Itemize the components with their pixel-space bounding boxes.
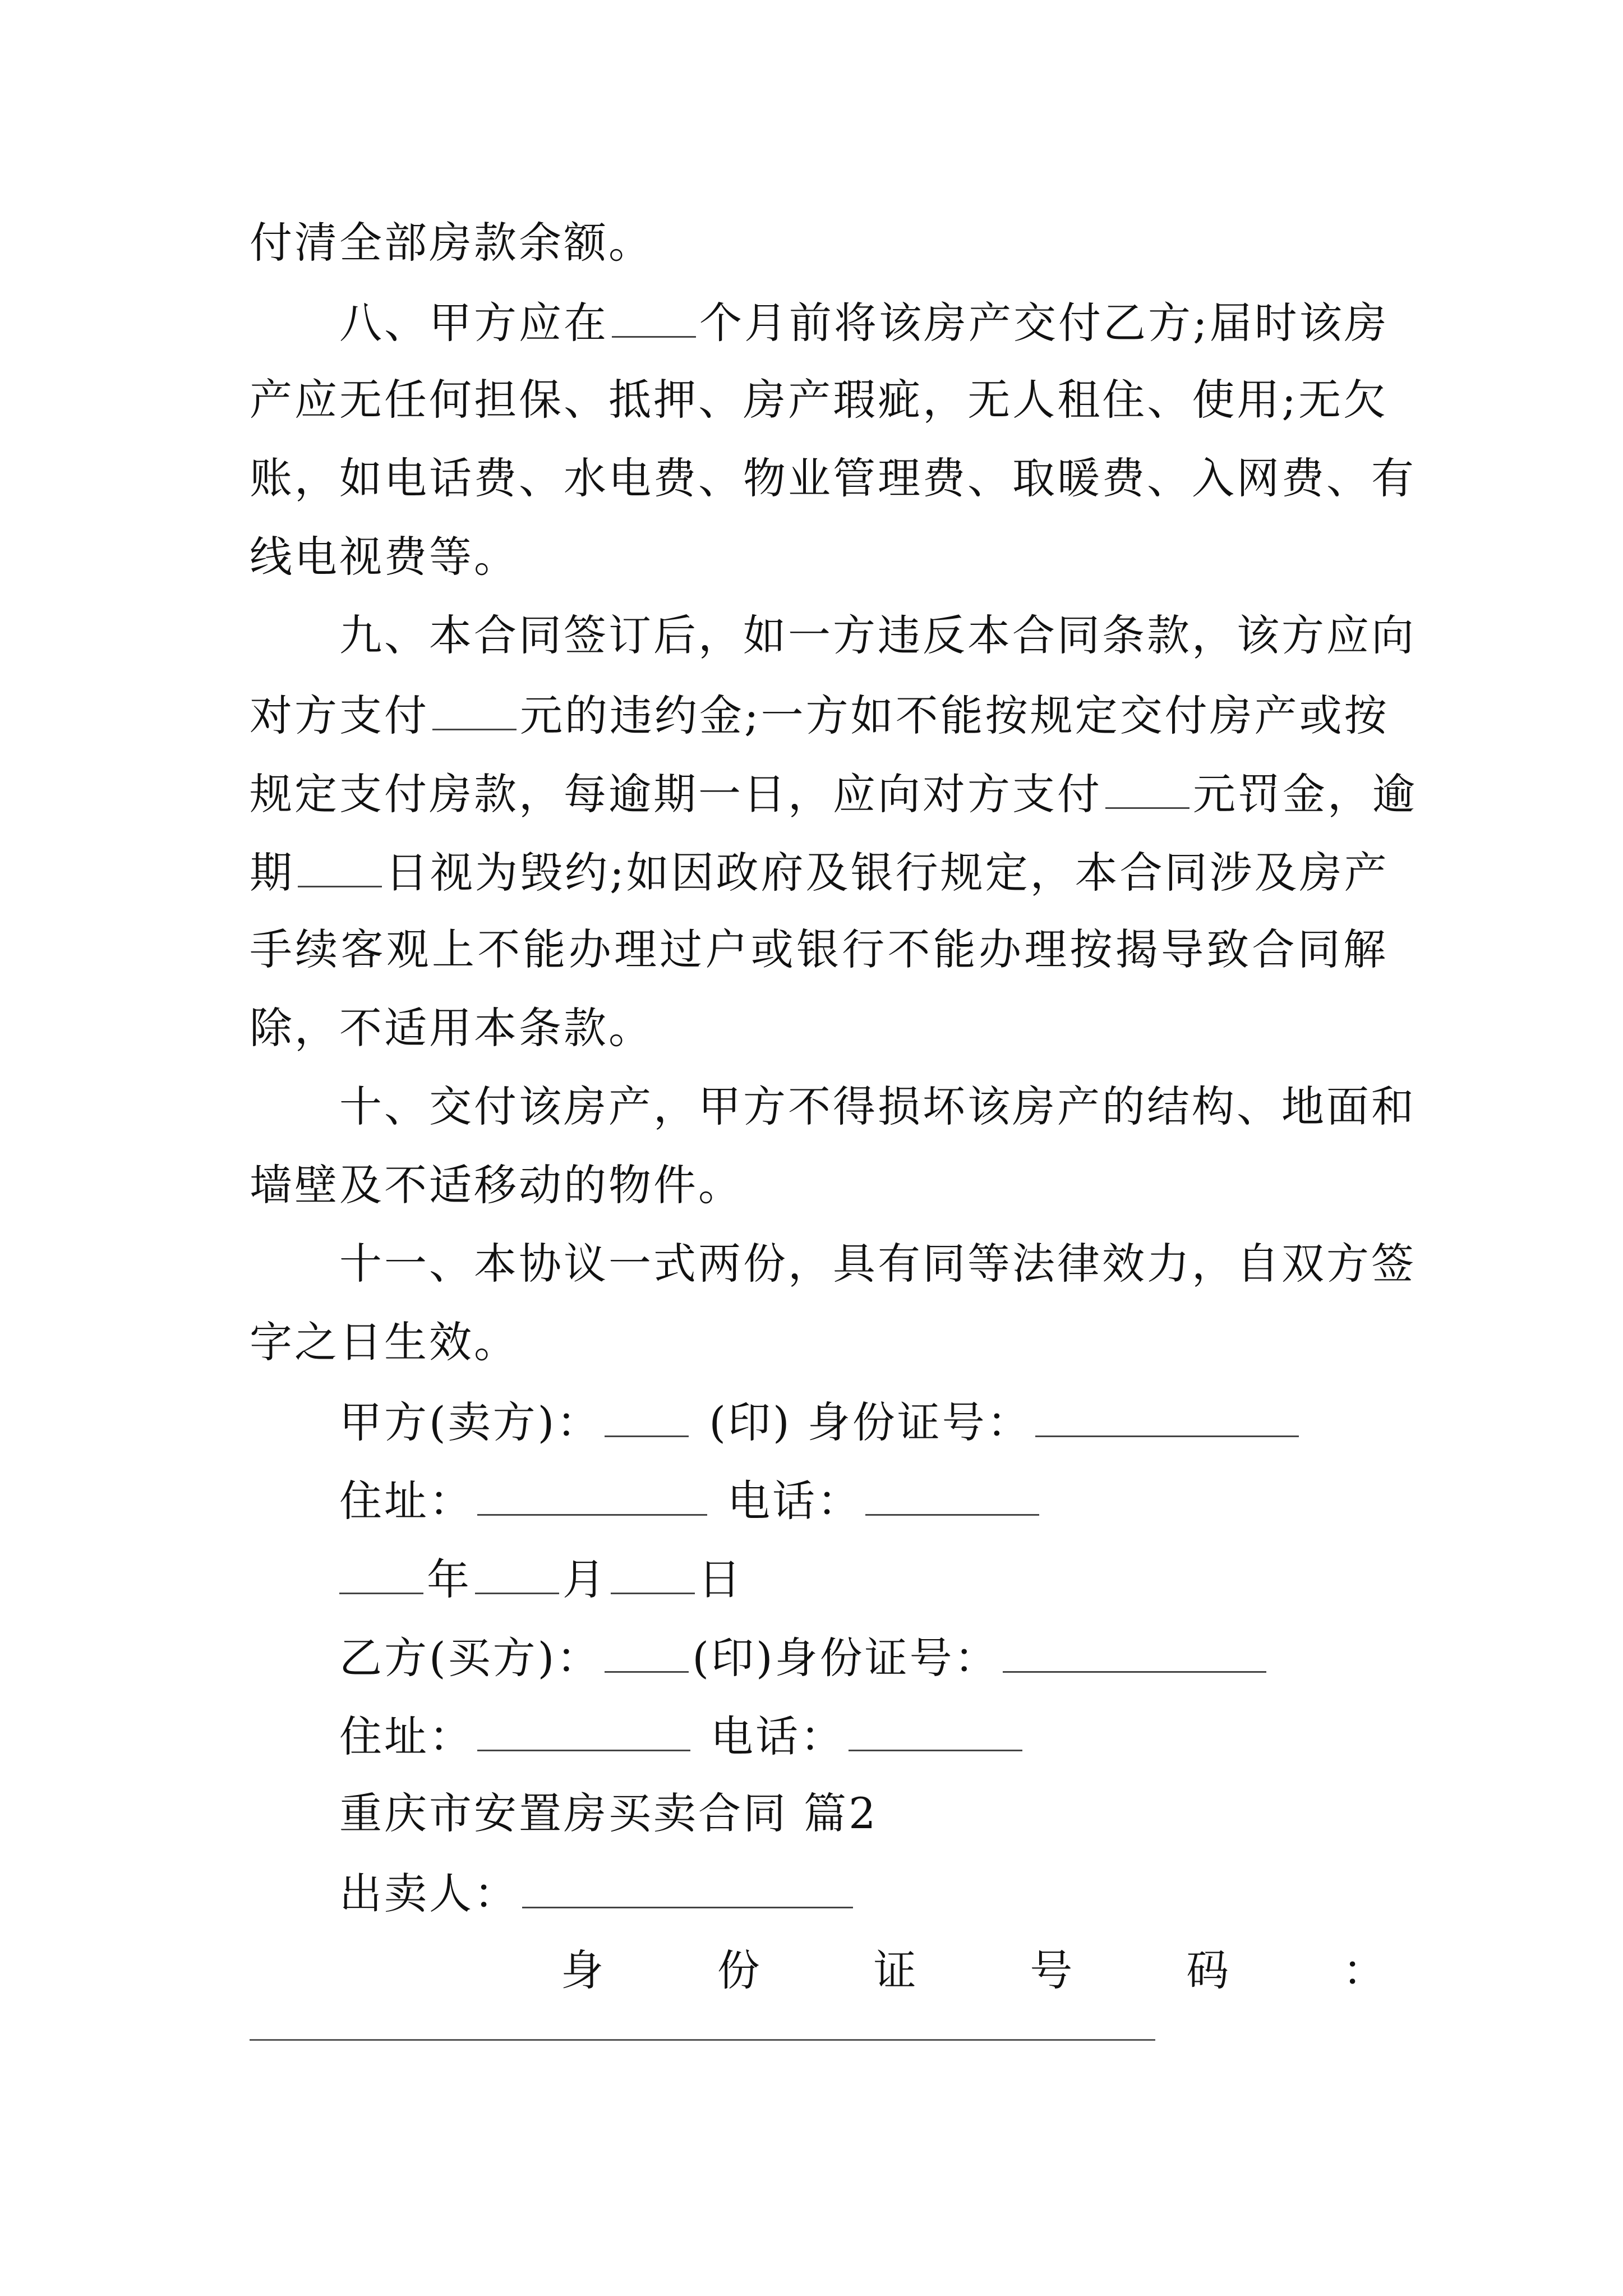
address-label: 住址： xyxy=(339,1476,474,1526)
clause-8 xyxy=(339,298,1389,348)
phone-label: 电话： xyxy=(711,1711,845,1761)
seller-line xyxy=(339,1869,856,1918)
text-fragment: 期 xyxy=(250,848,294,898)
seller-label: 出卖人： xyxy=(339,1869,519,1918)
party-b-line xyxy=(339,1633,1270,1683)
id-number-field xyxy=(1003,1635,1266,1673)
text-line: 字之日生效。 xyxy=(250,1317,519,1367)
blank-field xyxy=(432,693,517,730)
id-number-field-rule xyxy=(250,2039,1155,2041)
text-fragment: 个月前将该房产交付乙方;届时该房 xyxy=(699,298,1389,348)
address-label: 住址： xyxy=(339,1711,474,1761)
party-a-seal-id-label: (印) 身份证号： xyxy=(709,1397,1032,1447)
month-label: 月 xyxy=(562,1554,607,1604)
text-line: 付清全部房款余额。 xyxy=(250,218,653,268)
text-line: 除，不适用本条款。 xyxy=(250,1003,653,1053)
id-char: 证 xyxy=(873,1945,916,1995)
phone-field xyxy=(849,1714,1022,1751)
text-fragment: 元罚金，逾 xyxy=(1193,769,1417,819)
text-line: 手续客观上不能办理过户或银行不能办理按揭导致合同解 xyxy=(250,924,1388,974)
phone-label: 电话： xyxy=(727,1476,862,1526)
id-number-field xyxy=(1035,1400,1299,1437)
clause-9: 九、本合同签订后，如一方违反本合同条款，该方应向 xyxy=(339,610,1416,660)
blank-field xyxy=(605,1635,689,1673)
text-line: 墙壁及不适移动的物件。 xyxy=(250,1160,743,1210)
text-line xyxy=(250,691,1389,740)
party-b-label: 乙方(买方)： xyxy=(339,1633,602,1683)
day-label: 日 xyxy=(698,1554,743,1604)
blank-field xyxy=(475,1557,559,1594)
blank-field xyxy=(339,1557,423,1594)
address-field xyxy=(477,1714,690,1751)
text-line: 线电视费等。 xyxy=(250,532,519,582)
text-line: 产应无任何担保、抵押、房产瑕疵，无人租住、使用;无欠 xyxy=(250,375,1388,425)
text-line xyxy=(250,769,1417,819)
text-fragment: 日视为毁约;如因政府及银行规定，本合同涉及房产 xyxy=(385,848,1389,898)
blank-field xyxy=(605,1400,689,1437)
blank-field xyxy=(1105,771,1189,809)
party-a-contact-line xyxy=(339,1476,1043,1526)
text-fragment: 规定支付房款，每逾期一日，应向对方支付 xyxy=(250,769,1102,819)
text-line xyxy=(250,848,1389,898)
text-fragment: 八、甲方应在 xyxy=(339,298,608,348)
id-char: 号 xyxy=(1030,1945,1073,1995)
date-line xyxy=(339,1554,743,1604)
blank-field xyxy=(612,300,696,338)
party-b-contact-line xyxy=(339,1711,1026,1761)
party-b-seal-id-label: (印)身份证号： xyxy=(692,1633,999,1683)
clause-11: 十一、本协议一式两份，具有同等法律效力，自双方签 xyxy=(339,1239,1416,1289)
phone-field xyxy=(865,1478,1039,1516)
blank-field xyxy=(611,1557,695,1594)
party-a-label: 甲方(卖方)： xyxy=(339,1397,602,1447)
address-field xyxy=(477,1478,707,1516)
id-number-label-spread xyxy=(561,1945,1385,1995)
blank-field xyxy=(298,850,382,887)
clause-10: 十、交付该房产，甲方不得损坏该房产的结构、地面和 xyxy=(339,1082,1416,1131)
id-char: 份 xyxy=(717,1945,760,1995)
party-a-line xyxy=(339,1397,1302,1447)
id-char: ： xyxy=(1342,1945,1385,1995)
text-line: 账，如电话费、水电费、物业管理费、取暖费、入网费、有 xyxy=(250,453,1416,503)
text-fragment: 元的违约金;一方如不能按规定交付房产或按 xyxy=(520,691,1389,740)
seller-field xyxy=(522,1871,853,1908)
section-title: 重庆市安置房买卖合同 篇2 xyxy=(339,1788,878,1838)
id-char: 码 xyxy=(1186,1945,1229,1995)
id-char: 身 xyxy=(561,1945,603,1995)
year-label: 年 xyxy=(427,1554,472,1604)
text-fragment: 对方支付 xyxy=(250,691,429,740)
